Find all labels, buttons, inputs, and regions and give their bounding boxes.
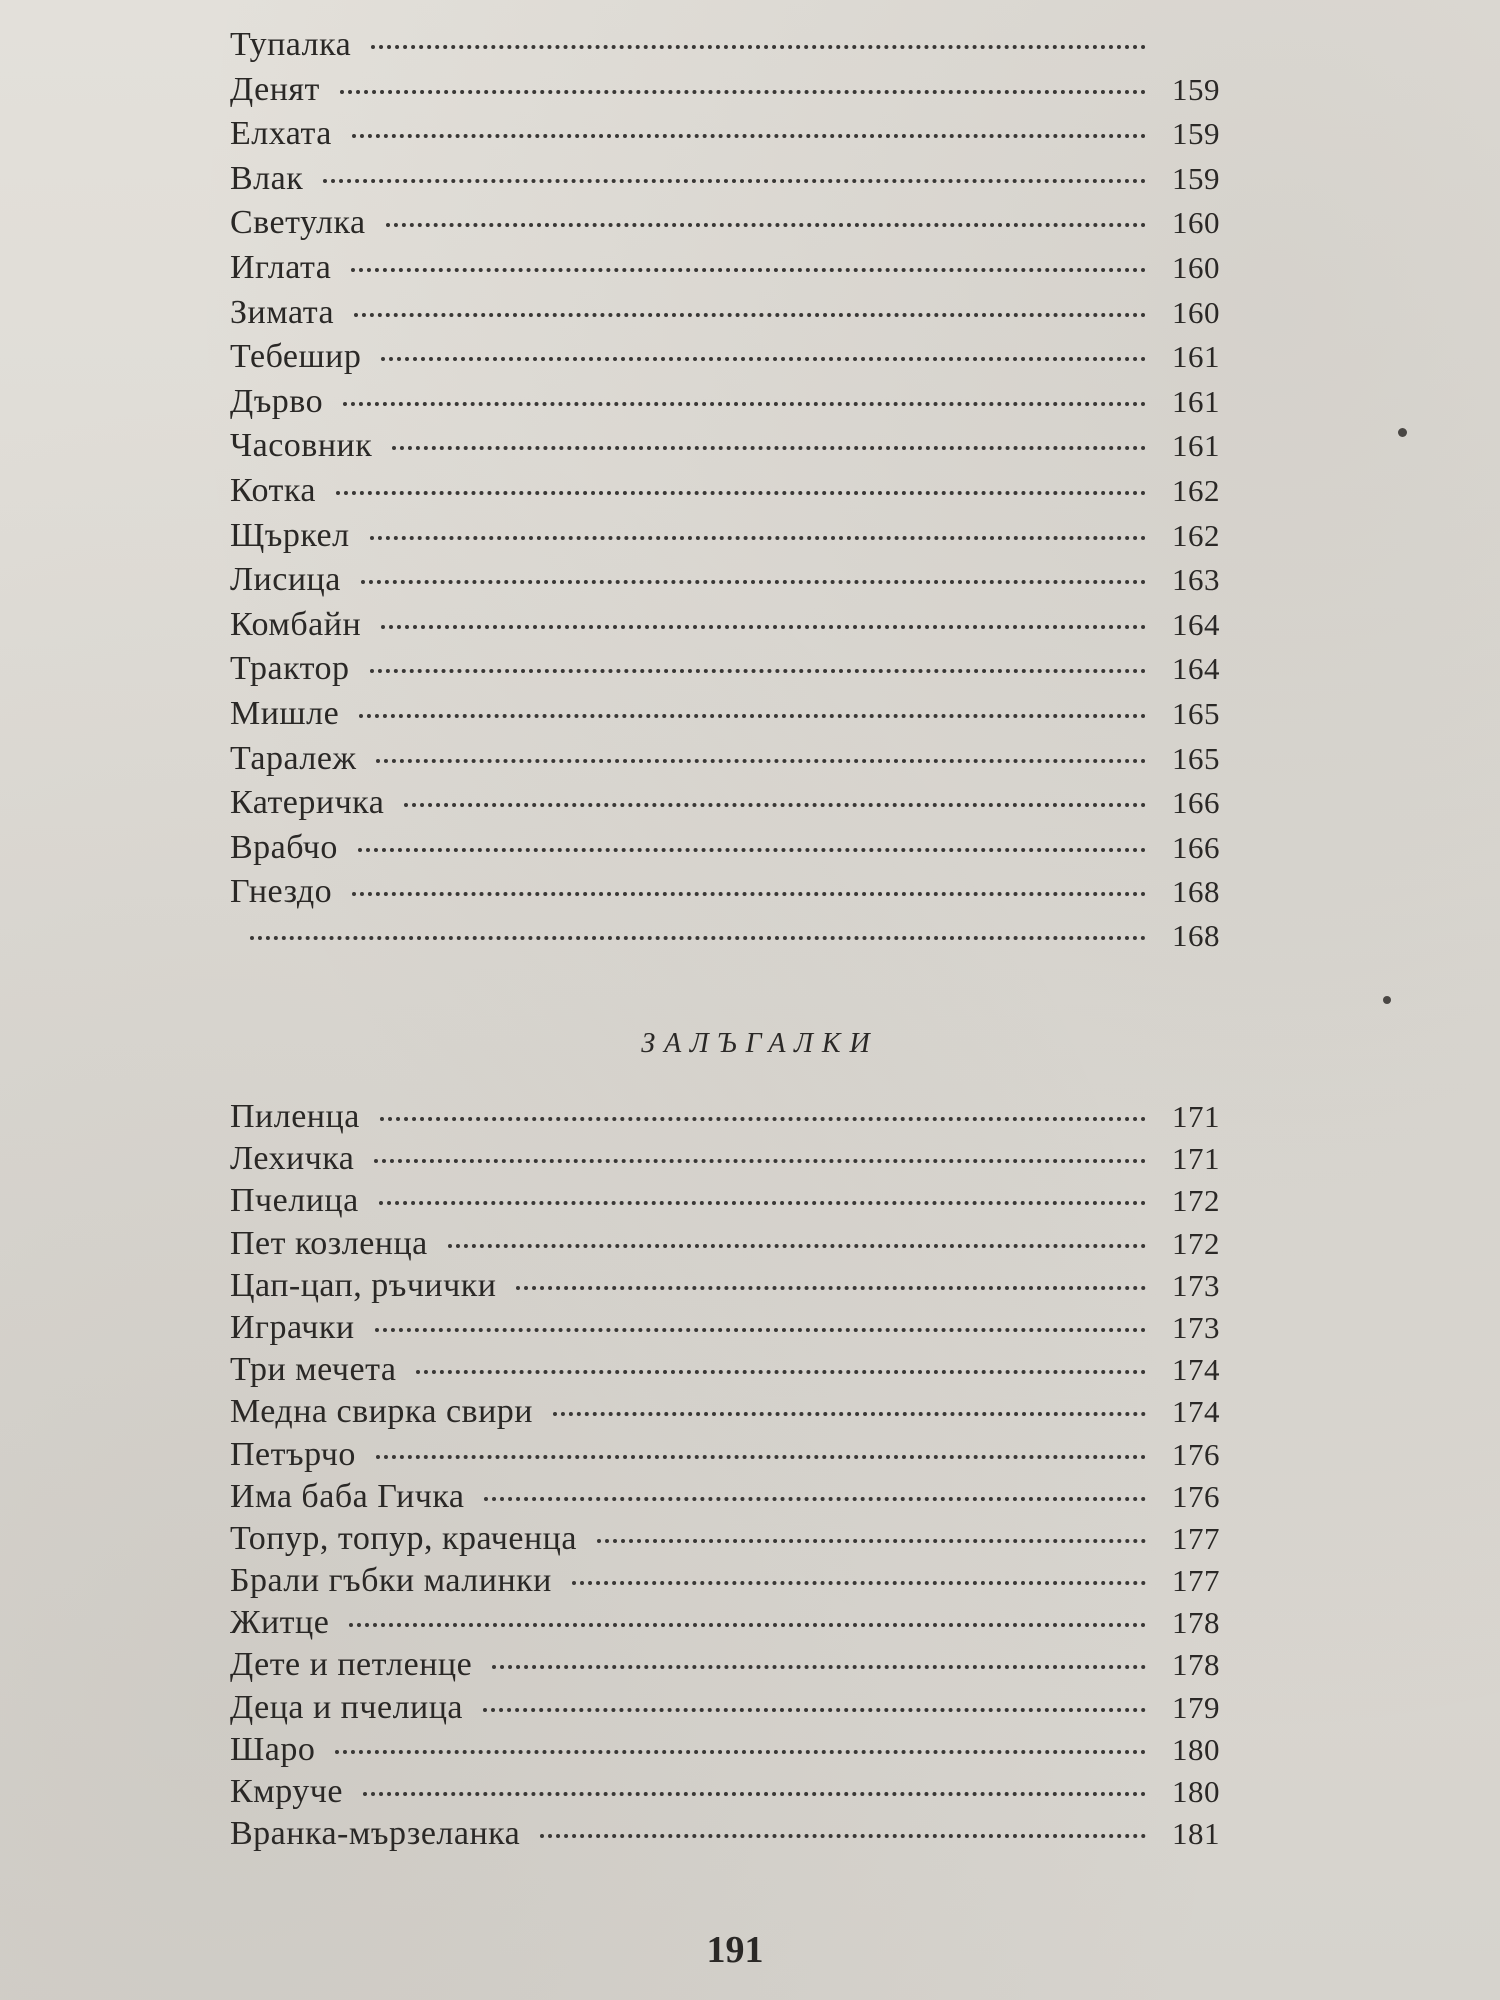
toc-entry-page: 168 xyxy=(1172,917,1220,953)
dot-leader xyxy=(352,892,1146,896)
toc-entry-page: 166 xyxy=(1172,829,1220,865)
dot-leader xyxy=(250,936,1146,940)
toc-entry xyxy=(230,1436,1220,1478)
dot-leader xyxy=(376,759,1146,763)
toc-entry-title: Цап-цап, ръчички xyxy=(230,1266,497,1304)
dot-leader xyxy=(335,1750,1146,1754)
dot-leader xyxy=(371,45,1146,49)
toc-entry-page: 164 xyxy=(1172,606,1220,642)
toc-entry-title: Три мечета xyxy=(230,1351,397,1389)
toc-entry-page: 178 xyxy=(1172,1647,1220,1683)
toc-entry-title: Петърчо xyxy=(230,1435,356,1473)
dot-leader xyxy=(404,803,1146,807)
toc-entry xyxy=(230,1225,1220,1267)
dot-leader xyxy=(381,357,1146,361)
dot-leader xyxy=(379,1201,1146,1205)
toc-entry-title: Дърво xyxy=(230,382,324,420)
toc-entry-page: 161 xyxy=(1172,428,1220,464)
toc-entry xyxy=(230,472,1220,517)
toc-entry-title: Пчелица xyxy=(230,1182,359,1220)
dot-leader xyxy=(336,491,1146,495)
toc-entry-page: 171 xyxy=(1172,1141,1220,1177)
dot-leader xyxy=(340,90,1146,94)
toc-entry-page: 160 xyxy=(1172,249,1220,285)
toc-entry-page: 168 xyxy=(1172,874,1220,910)
toc-entry xyxy=(230,427,1220,472)
toc-entry xyxy=(230,1520,1220,1562)
toc-entry-page: 174 xyxy=(1172,1394,1220,1430)
toc-entry-title: Дете и петленце xyxy=(230,1646,473,1684)
toc-entry-title: Светулка xyxy=(230,204,366,242)
toc-entry-title: Таралеж xyxy=(230,739,357,777)
toc-entry-page: 180 xyxy=(1172,1774,1220,1809)
toc-entry-page: 162 xyxy=(1172,472,1220,508)
toc-entry-title: Вранка-мързеланка xyxy=(230,1815,521,1853)
toc-entry-title: Лисица xyxy=(230,561,341,599)
toc-entry-title: Тебешир xyxy=(230,338,362,376)
toc-entry xyxy=(230,650,1220,695)
dot-leader xyxy=(492,1665,1146,1669)
toc-entry-page: 159 xyxy=(1172,160,1220,196)
toc-entry-page: 163 xyxy=(1172,562,1220,598)
toc-entry-title: Шаро xyxy=(230,1730,316,1768)
toc-entry xyxy=(230,695,1220,740)
page-number: 191 xyxy=(706,1929,764,1971)
toc-entry xyxy=(230,160,1220,205)
toc-entry-title: Кмруче xyxy=(230,1773,343,1810)
toc-entry xyxy=(230,1604,1220,1646)
toc-entry-title: Пет козленца xyxy=(230,1224,428,1262)
toc-entry xyxy=(230,204,1220,249)
toc-entry-title: Играчки xyxy=(230,1308,355,1346)
toc-entry xyxy=(230,71,1220,116)
toc-entry xyxy=(230,1267,1220,1309)
toc-entry xyxy=(230,740,1220,785)
toc-entry xyxy=(230,784,1220,829)
toc-entry-page: 172 xyxy=(1172,1225,1220,1261)
toc-entry-page: 159 xyxy=(1172,116,1220,152)
dot-leader xyxy=(448,1244,1146,1248)
toc-entry-page: 164 xyxy=(1172,651,1220,687)
toc-entry xyxy=(230,294,1220,339)
toc-entry xyxy=(230,873,1220,918)
table-of-contents-bottom xyxy=(230,1098,1220,1857)
toc-entry-page: 179 xyxy=(1172,1689,1220,1725)
ink-speck xyxy=(1398,428,1407,437)
toc-entry-page: 176 xyxy=(1172,1478,1220,1514)
toc-entry-page: 171 xyxy=(1172,1099,1220,1134)
dot-leader xyxy=(484,1497,1146,1501)
toc-entry-page: 160 xyxy=(1172,205,1220,241)
toc-entry xyxy=(230,1562,1220,1604)
toc-entry-title: Катеричка xyxy=(230,784,385,822)
toc-entry xyxy=(230,249,1220,294)
toc-entry-title: Тупалка xyxy=(230,26,352,63)
toc-entry xyxy=(230,1309,1220,1351)
toc-entry xyxy=(230,1140,1220,1182)
toc-entry-title: Влак xyxy=(230,159,304,197)
toc-entry xyxy=(230,1731,1220,1773)
toc-entry xyxy=(230,1773,1220,1815)
toc-entry-title: Лехичка xyxy=(230,1140,355,1178)
dot-leader xyxy=(516,1286,1146,1290)
toc-entry-title: Пиленца xyxy=(230,1098,360,1135)
toc-entry-title: Щъркел xyxy=(230,516,350,554)
dot-leader xyxy=(572,1581,1146,1585)
toc-entry-page: 161 xyxy=(1172,339,1220,375)
dot-leader xyxy=(352,134,1146,138)
toc-entry-page: 174 xyxy=(1172,1352,1220,1388)
toc-entry-page: 178 xyxy=(1172,1605,1220,1641)
dot-leader xyxy=(359,714,1146,718)
toc-entry-page: 173 xyxy=(1172,1267,1220,1303)
toc-entry-title: Деца и пчелица xyxy=(230,1688,464,1726)
toc-entry xyxy=(230,1393,1220,1435)
dot-leader xyxy=(376,1455,1146,1459)
toc-entry xyxy=(230,561,1220,606)
toc-entry-title: Житце xyxy=(230,1604,330,1642)
dot-leader xyxy=(540,1834,1146,1838)
dot-leader xyxy=(363,1792,1146,1796)
toc-entry xyxy=(230,606,1220,651)
toc-entry-title: Часовник xyxy=(230,427,373,465)
dot-leader xyxy=(361,580,1146,584)
dot-leader xyxy=(354,313,1146,317)
dot-leader xyxy=(597,1539,1146,1543)
dot-leader xyxy=(380,1117,1146,1121)
toc-entry-page: 160 xyxy=(1172,294,1220,330)
toc-entry-page: 177 xyxy=(1172,1520,1220,1556)
toc-entry xyxy=(230,383,1220,428)
dot-leader xyxy=(374,1159,1146,1163)
toc-entry-page: 180 xyxy=(1172,1731,1220,1767)
toc-entry-page: 161 xyxy=(1172,383,1220,419)
dot-leader xyxy=(351,268,1146,272)
toc-entry xyxy=(230,26,1220,71)
toc-entry-title: Брали гъбки малинки xyxy=(230,1562,552,1600)
toc-entry xyxy=(230,918,1220,963)
toc-entry-page: 159 xyxy=(1172,71,1220,107)
dot-leader xyxy=(483,1708,1146,1712)
toc-entry-page: 162 xyxy=(1172,517,1220,553)
dot-leader xyxy=(370,536,1146,540)
toc-entry-page: 165 xyxy=(1172,695,1220,731)
table-of-contents-top xyxy=(230,26,1220,962)
toc-entry xyxy=(230,1098,1220,1140)
dot-leader xyxy=(349,1623,1146,1627)
toc-entry-page: 165 xyxy=(1172,740,1220,776)
toc-entry-page: 172 xyxy=(1172,1183,1220,1219)
dot-leader xyxy=(370,669,1146,673)
toc-entry xyxy=(230,1689,1220,1731)
toc-entry-title: Котка xyxy=(230,471,316,509)
toc-entry-page: 176 xyxy=(1172,1436,1220,1472)
toc-entry xyxy=(230,1182,1220,1224)
toc-entry-title: Медна свирка свири xyxy=(230,1393,533,1431)
dot-leader xyxy=(358,848,1146,852)
toc-entry-title: Елхата xyxy=(230,115,332,153)
toc-entry-title: Зимата xyxy=(230,293,335,331)
toc-entry-title: Топур, топур, краченца xyxy=(230,1519,577,1557)
toc-entry-page: 173 xyxy=(1172,1309,1220,1345)
toc-entry-title: Денят xyxy=(230,70,320,108)
toc-entry-title: Мишле xyxy=(230,694,340,732)
toc-entry xyxy=(230,829,1220,874)
toc-entry xyxy=(230,1478,1220,1520)
toc-entry-title: Иглата xyxy=(230,248,332,286)
toc-entry-title: Гнездо xyxy=(230,873,333,911)
toc-entry-title: Комбайн xyxy=(230,605,362,643)
dot-leader xyxy=(323,179,1146,183)
section-title: ЗАЛЪГАЛКИ xyxy=(641,1028,879,1059)
toc-entry-title: Врабчо xyxy=(230,828,338,866)
toc-entry xyxy=(230,1646,1220,1688)
dot-leader xyxy=(386,223,1146,227)
dot-leader xyxy=(416,1370,1146,1374)
toc-entry-page: 181 xyxy=(1172,1816,1220,1852)
dot-leader xyxy=(392,446,1146,450)
toc-entry xyxy=(230,1815,1220,1857)
dot-leader xyxy=(343,402,1146,406)
toc-entry xyxy=(230,115,1220,160)
dot-leader xyxy=(381,625,1146,629)
ink-speck xyxy=(1383,996,1391,1004)
dot-leader xyxy=(375,1328,1146,1332)
toc-entry-title: Има баба Гичка xyxy=(230,1477,465,1515)
toc-entry xyxy=(230,517,1220,562)
toc-entry xyxy=(230,1351,1220,1393)
toc-entry-title: Трактор xyxy=(230,650,350,688)
toc-entry-page: 166 xyxy=(1172,785,1220,821)
dot-leader xyxy=(553,1412,1146,1416)
toc-entry-page: 177 xyxy=(1172,1563,1220,1599)
toc-entry xyxy=(230,338,1220,383)
